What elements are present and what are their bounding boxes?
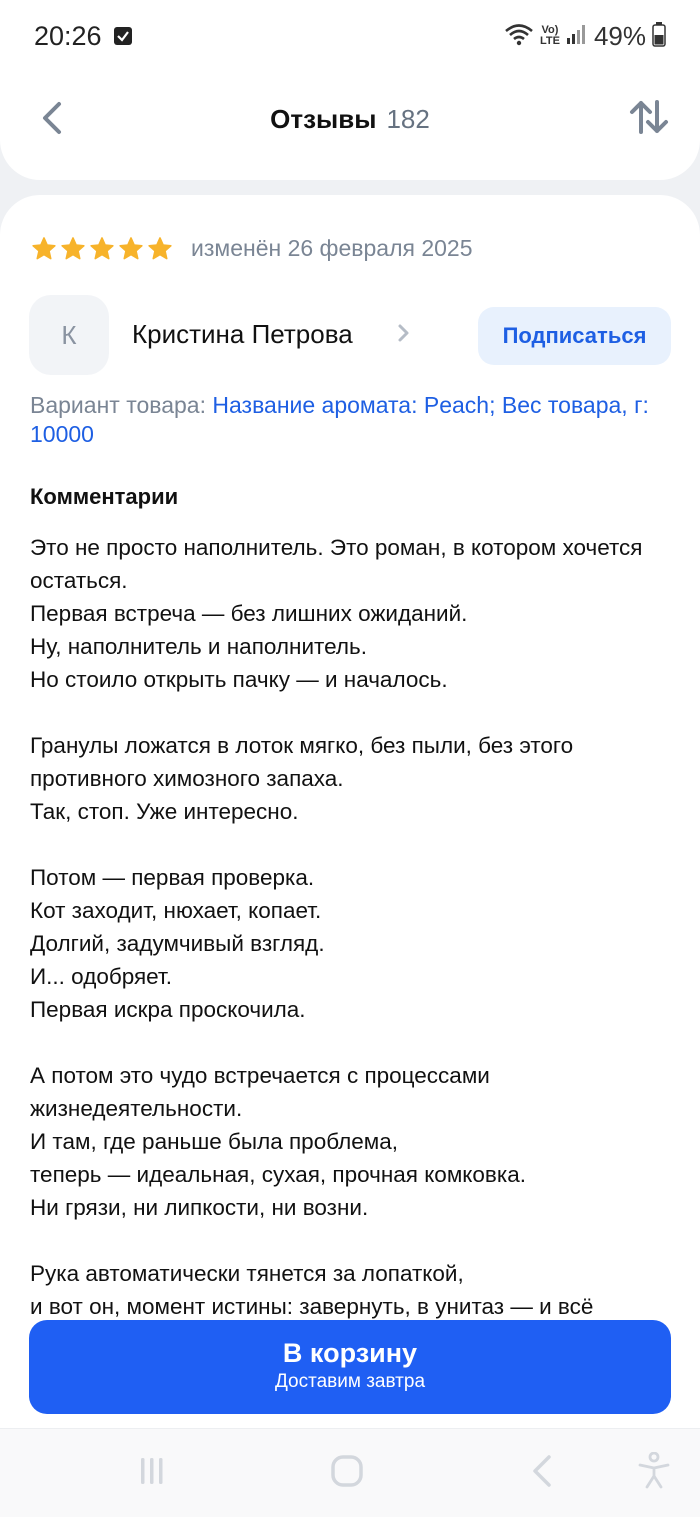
recent-apps-icon — [135, 1454, 169, 1493]
battery-percent: 49% — [593, 20, 646, 51]
add-to-cart-button[interactable] — [29, 1320, 671, 1414]
notification-check-icon — [114, 27, 132, 45]
reviews-count: 182 — [386, 104, 430, 134]
wifi-icon — [504, 22, 534, 51]
page-title-text: Отзывы — [270, 104, 377, 134]
review-card — [0, 195, 700, 1495]
sort-button[interactable] — [628, 98, 670, 140]
back-icon — [527, 1454, 557, 1493]
star-rating — [31, 236, 173, 262]
star-icon — [118, 236, 144, 262]
home-icon — [329, 1453, 365, 1494]
home-button[interactable] — [327, 1453, 367, 1493]
accessibility-button[interactable] — [634, 1453, 674, 1493]
author-name[interactable]: Кристина Петрова — [132, 319, 353, 349]
review-text: Это не просто наполнитель. Это роман, в котором хочется остаться. Первая встреча — без лишних ожиданий. Ну, наполнитель и наполнитель. Но стоило открыть пачку — и началось. Гранулы ложатся в лоток мягко, без пыли, без этого противного химозного запаха. Так, стоп. Уже интересно. Потом — первая проверка. Кот заходит, нюхает, копает. Долгий, задумчивый взгляд. И... одобряет. Первая искра проскочила. А потом это чудо встречается с процессами жизнедеятельности. И там, где раньше была проблема, теперь — идеальная, сухая, прочная комковка. Ни грязи, ни липкости, ни возни. Рука автоматически тянется за лопаткой, и вот он, момент истины: завернуть, в унитаз — и всё — [30, 535, 643, 1319]
star-icon — [31, 236, 57, 262]
sort-arrows-icon — [629, 99, 669, 140]
volte-indicator: Vo) LTE — [539, 24, 560, 47]
nav-back-button[interactable] — [522, 1453, 562, 1493]
recent-apps-button[interactable] — [132, 1453, 172, 1493]
comments-title: Комментарии — [30, 484, 179, 509]
product-variant — [30, 391, 650, 449]
delivery-note: Доставим завтра — [274, 1371, 426, 1392]
reviews-header — [0, 72, 700, 180]
battery-icon — [652, 21, 666, 52]
variant-value[interactable]: Название аромата: Peach; Вес товара, г: 10000 — [30, 392, 649, 447]
status-bar — [0, 0, 700, 72]
subscribe-button[interactable]: Подписаться — [478, 307, 671, 365]
author-row — [29, 295, 671, 375]
edited-date: изменён 26 февраля 2025 — [191, 235, 473, 261]
star-icon — [147, 236, 173, 262]
variant-label: Вариант товара: — [30, 392, 206, 418]
accessibility-icon — [637, 1452, 671, 1495]
add-to-cart-label: В корзину — [282, 1338, 418, 1368]
star-icon — [89, 236, 115, 262]
status-time: 20:26 — [34, 21, 102, 51]
avatar[interactable]: К — [29, 295, 109, 375]
system-nav-bar — [0, 1428, 700, 1517]
status-indicators — [504, 20, 666, 52]
page-title — [0, 104, 700, 135]
chevron-right-icon[interactable] — [397, 323, 411, 348]
rating-row — [31, 235, 473, 262]
star-icon — [60, 236, 86, 262]
signal-icon — [566, 23, 588, 50]
